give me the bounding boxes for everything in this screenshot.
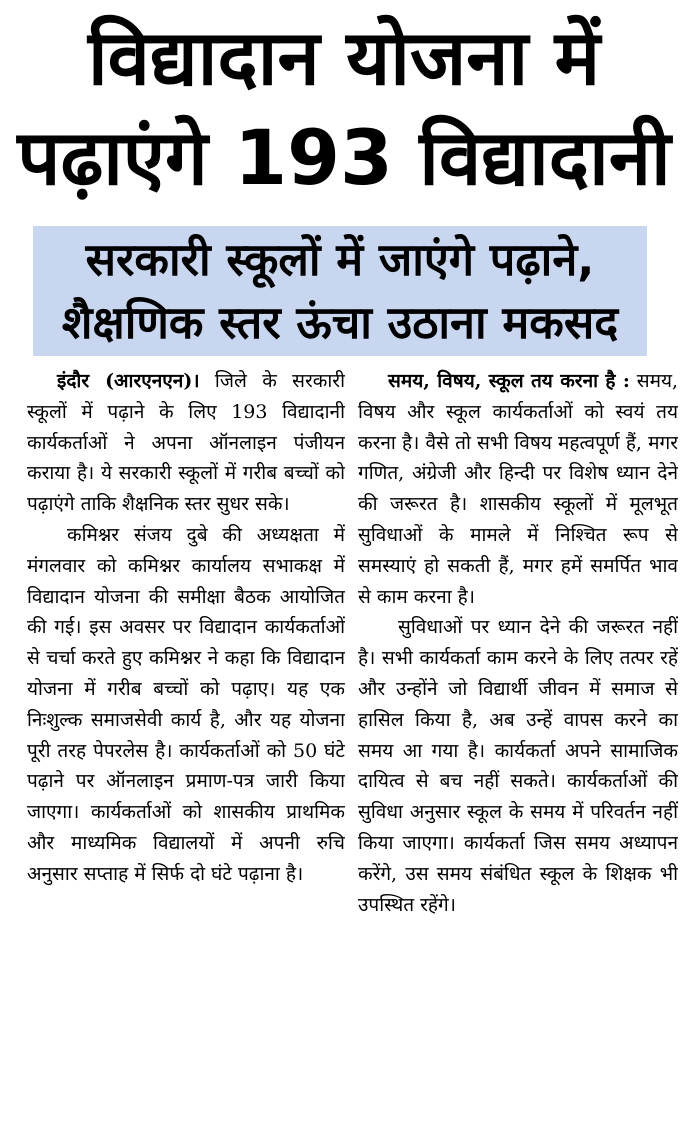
headline-line-2: पढ़ाएंगे 193 विद्यादानी bbox=[17, 113, 671, 202]
subheadline-line-2: शैक्षणिक स्तर ऊंचा उठाना मकसद bbox=[61, 296, 619, 349]
subheadline-line-1: सरकारी स्कूलों में जाएंगे पढ़ाने, bbox=[85, 233, 595, 286]
headline bbox=[0, 8, 688, 208]
paragraph: कमिश्नर संजय दुबे की अध्यक्षता में मंगलवार को कमिश्नर कार्यालय सभाकक्ष में विद्यादान योजना की समीक्षा बैठक आयोजित की गई। इस अवसर पर विद्यादान कार्यकर्ताओं से चर्चा करते हुए कमिश्नर ने कहा कि विद्यादान योजना में गरीब बच्चों को पढ़ाए। यह एक निःशुल्क समाजसेवी कार्य है, और यह योजना पूरी तरह पेपरलेस है। कार्यकर्ताओं को 50 घंटे पढ़ाने पर ऑनलाइन प्रमाण-पत्र जारी किया जाएगा। कार्यकर्ताओं को शासकीय प्राथमिक और माध्यमिक विद्यालयों में अपनी रुचि अनुसार सप्ताह में सिर्फ दो घंटे पढ़ाना है। bbox=[27, 523, 345, 885]
paragraph-text: जिले के सरकारी स्कूलों में पढ़ाने के लिए 193 विद्यादानी कार्यकर्ताओं ने अपना ऑनलाइन पंजीयन कराया है। ये सरकारी स्कूलों में गरीब बच्चों को पढ़ाएंगे ताकि शैक्षनिक स्तर सुधर सके। bbox=[27, 370, 345, 516]
article-column-left bbox=[27, 366, 345, 1141]
headline-line-1: विद्यादान योजना में bbox=[87, 13, 601, 102]
paragraph bbox=[358, 366, 678, 612]
dateline: इंदौर (आरएनएन)। bbox=[57, 370, 200, 392]
section-lead: समय, विषय, स्कूल तय करना है : bbox=[388, 370, 630, 392]
paragraph bbox=[27, 366, 345, 520]
paragraph: सुविधाओं पर ध्यान देने की जरूरत नहीं है। सभी कार्यकर्ता काम करने के लिए तत्पर रहें और उन्होंने जो विद्यार्थी जीवन में समाज से हासिल किया है, अब उन्हें वापस करने का समय आ गया है। कार्यकर्ता अपने सामाजिक दायित्व से बच नहीं सकते। कार्यकर्ताओं की सुविधा अनुसार स्कूल के समय में परिवर्तन नहीं किया जाएगा। कार्यकर्ता जिस समय अध्यापन करेंगे, उस समय संबंधित स्कूल के शिक्षक भी उपस्थित रहेंगे। bbox=[358, 616, 678, 916]
paragraph-text: समय, विषय और स्कूल कार्यकर्ताओं को स्वयं तय करना है। वैसे तो सभी विषय महत्वपूर्ण हैं, मगर गणित, अंग्रेजी और हिन्दी पर विशेष ध्यान देने की जरूरत है। शासकीय स्कूलों में मूलभूत सुविधाओं के मामले में निश्चित रूप से समस्याएं हो सकती हैं, मगर हमें समर्पित भाव से काम करना है। bbox=[358, 370, 678, 608]
subheadline-box bbox=[33, 226, 647, 356]
article-column-right bbox=[358, 366, 678, 1141]
